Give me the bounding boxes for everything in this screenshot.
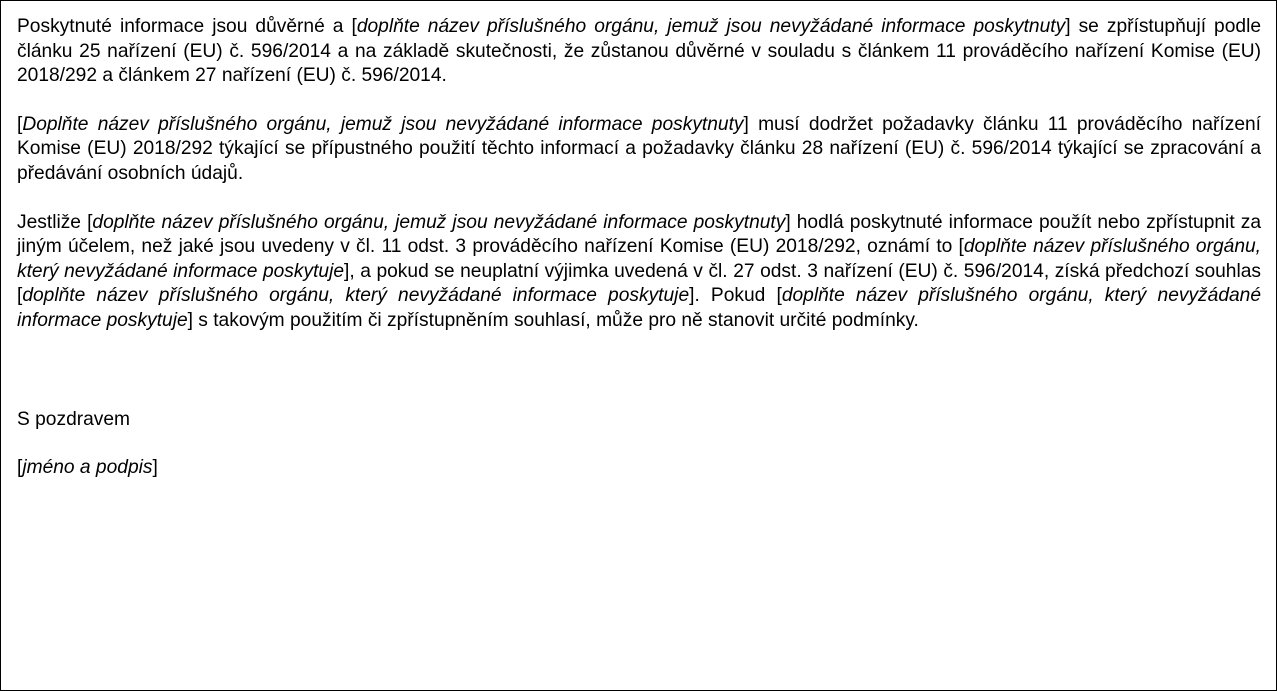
- placeholder-providing-authority: doplňte název příslušného orgánu, který nevyžádané informace poskytuje: [17, 236, 1262, 282]
- bracket-close: ]: [152, 457, 158, 479]
- paragraph-other-purpose: [17, 211, 1261, 334]
- paragraph-text: ] se zpřístupňují podle článku 25 nařízení (EU) č. 596/2014 a na základě skutečnosti, že zůstanou důvěrné v souladu s článkem 11 prováděcího nařízení Komise (EU) 2018/292 a článkem 27 nařízení (EU) č. 596/2014.: [17, 16, 1262, 87]
- paragraph-confidentiality: [17, 15, 1261, 89]
- placeholder-recipient-authority: doplňte název příslušného orgánu, jemuž jsou nevyžádané informace poskytnuty: [92, 211, 786, 233]
- document-body: [17, 15, 1261, 481]
- paragraph-permitted-use: [17, 113, 1261, 187]
- placeholder-recipient-authority: doplňte název příslušného orgánu, jemuž jsou nevyžádané informace poskytnuty: [356, 16, 1066, 37]
- paragraph-text: ] musí dodržet požadavky článku 11 prováděcího nařízení Komise (EU) 2018/292 týkající se přípustného použití těchto informací a požadavky článku 28 nařízení (EU) č. 596/2014 týkající se zpracování a předávání osobních údajů.: [17, 113, 1261, 184]
- placeholder-name-and-signature: jméno a podpis: [22, 457, 153, 479]
- paragraph-text: ]. Pokud [: [689, 285, 782, 307]
- paragraph-text: ], a pokud se neuplatní výjimka uvedená v čl. 27 odst. 3 nařízení (EU) č. 596/2014, získá předchozí souhlas [: [17, 260, 1261, 307]
- signature-placeholder: [17, 456, 1261, 481]
- paragraph-text: [: [17, 113, 23, 135]
- paragraph-text: Jestliže [: [17, 211, 93, 233]
- closing-greeting: S pozdravem: [17, 408, 131, 430]
- placeholder-recipient-authority: Doplňte název příslušného orgánu, jemuž jsou nevyžádané informace poskytnuty: [22, 113, 744, 135]
- bracket-open: [: [17, 457, 23, 479]
- placeholder-providing-authority: doplňte název příslušného orgánu, který nevyžádané informace poskytuje: [17, 285, 1262, 331]
- paragraph-text: ] hodlá poskytnuté informace použít nebo zpřístupnit za jiným účelem, než jaké jsou uvedeny v čl. 11 odst. 3 prováděcího nařízení Komise (EU) 2018/292, oznámí to [: [17, 211, 1261, 258]
- paragraph-text: ] s takovým použitím či zpřístupněním souhlasí, může pro ně stanovit určité podmínky.: [187, 309, 919, 331]
- paragraph-text: Poskytnuté informace jsou důvěrné a [: [17, 16, 357, 37]
- placeholder-providing-authority: doplňte název příslušného orgánu, který nevyžádané informace poskytuje: [22, 285, 690, 307]
